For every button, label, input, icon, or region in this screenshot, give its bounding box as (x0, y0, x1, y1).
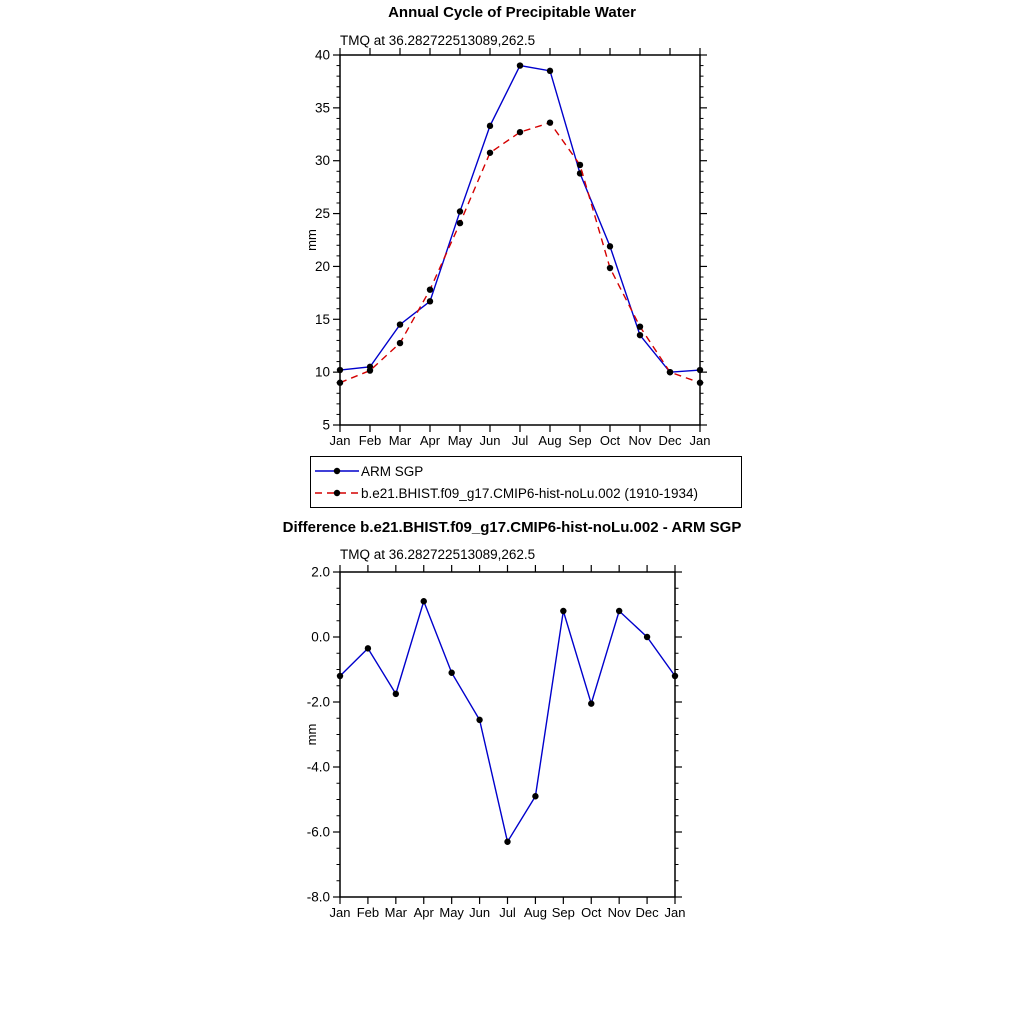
data-point-marker (697, 380, 703, 386)
y-tick-label: -4.0 (306, 759, 330, 775)
legend-label-model: b.e21.BHIST.f09_g17.CMIP6-hist-noLu.002 (1910-1934) (361, 485, 698, 501)
difference-subtitle: TMQ at 36.282722513089,262.5 (340, 547, 536, 562)
difference-title: Difference b.e21.BHIST.f09_g17.CMIP6-hist-noLu.002 - ARM SGP (282, 519, 742, 536)
x-tick-label: Aug (523, 905, 547, 920)
y-tick-label: 35 (314, 100, 330, 116)
data-point-marker (547, 119, 553, 125)
data-point-marker (560, 608, 566, 614)
data-point-marker (427, 298, 433, 304)
x-tick-label: Jun (479, 433, 501, 448)
data-point-marker (397, 321, 403, 327)
x-tick-label: Aug (538, 433, 562, 448)
x-tick-label: Jul (499, 905, 516, 920)
y-tick-label: 25 (314, 206, 330, 222)
series-line (340, 601, 675, 842)
legend-label-obs: ARM SGP (361, 463, 424, 479)
x-tick-label: Oct (581, 905, 602, 920)
x-tick-label: Jan (689, 433, 711, 448)
legend-item-arm-sgp (313, 460, 739, 482)
data-point-marker (667, 369, 673, 375)
data-point-marker (487, 123, 493, 129)
data-point-marker (517, 62, 523, 68)
x-tick-label: Apr (419, 433, 441, 448)
y-axis-label: mm (304, 229, 319, 251)
model-line-sample-icon (313, 486, 361, 500)
data-point-marker (337, 380, 343, 386)
y-tick-label: 5 (322, 417, 330, 433)
data-point-marker (393, 691, 399, 697)
data-point-marker (607, 265, 613, 271)
data-point-marker (448, 670, 454, 676)
y-tick-label: 30 (314, 153, 330, 169)
data-point-marker (547, 68, 553, 74)
data-point-marker (637, 332, 643, 338)
x-tick-label: Nov (628, 433, 652, 448)
x-tick-label: May (439, 905, 464, 920)
y-tick-label: 20 (314, 258, 330, 274)
x-tick-label: Jan (664, 905, 686, 920)
x-tick-label: Dec (658, 433, 682, 448)
x-tick-label: Jul (511, 433, 529, 448)
data-point-marker (367, 367, 373, 373)
data-point-marker (337, 367, 343, 373)
y-tick-label: 10 (314, 364, 330, 380)
y-tick-label: -8.0 (306, 889, 330, 905)
data-point-marker (457, 208, 463, 214)
data-point-marker (532, 793, 538, 799)
x-tick-label: Jun (469, 905, 491, 920)
data-point-marker (637, 323, 643, 329)
difference-plot (280, 560, 740, 940)
data-point-marker (607, 243, 613, 249)
data-point-marker (457, 220, 463, 226)
series-line (340, 66, 700, 373)
x-tick-label: Apr (413, 905, 434, 920)
annual-cycle-title: Annual Cycle of Precipitable Water (388, 4, 636, 21)
x-tick-label: Nov (607, 905, 631, 920)
data-point-marker (697, 367, 703, 373)
series-line (340, 123, 700, 383)
y-tick-label: -2.0 (306, 694, 330, 710)
data-point-marker (588, 700, 594, 706)
x-tick-label: May (447, 433, 473, 448)
annual-cycle-plot (280, 45, 760, 455)
y-tick-label: 0.0 (311, 629, 330, 645)
data-point-marker (616, 608, 622, 614)
x-tick-label: Feb (356, 905, 380, 920)
data-point-marker (517, 129, 523, 135)
data-point-marker (421, 598, 427, 604)
x-tick-label: Sep (551, 905, 575, 920)
x-tick-label: Mar (388, 433, 412, 448)
x-tick-label: Jan (329, 905, 351, 920)
legend-item-model (313, 482, 739, 504)
x-tick-label: Dec (635, 905, 659, 920)
data-point-marker (672, 673, 678, 679)
legend (310, 456, 742, 508)
data-point-marker (476, 717, 482, 723)
data-point-marker (644, 634, 650, 640)
data-point-marker (504, 839, 510, 845)
x-tick-label: Jan (329, 433, 351, 448)
annual-cycle-subtitle: TMQ at 36.282722513089,262.5 (340, 33, 536, 48)
plot-frame (340, 55, 700, 425)
y-tick-label: 2.0 (311, 564, 330, 580)
x-tick-label: Oct (599, 433, 621, 448)
y-tick-label: -6.0 (306, 824, 330, 840)
y-tick-label: 40 (314, 47, 330, 63)
plot-frame (340, 572, 675, 897)
data-point-marker (365, 645, 371, 651)
x-tick-label: Mar (384, 905, 408, 920)
obs-line-sample-icon (313, 464, 361, 478)
y-axis-label: mm (304, 723, 319, 746)
x-tick-label: Feb (358, 433, 382, 448)
data-point-marker (577, 162, 583, 168)
data-point-marker (397, 340, 403, 346)
y-tick-label: 15 (314, 311, 330, 327)
data-point-marker (337, 673, 343, 679)
data-point-marker (427, 286, 433, 292)
x-tick-label: Sep (568, 433, 592, 448)
data-point-marker (487, 150, 493, 156)
